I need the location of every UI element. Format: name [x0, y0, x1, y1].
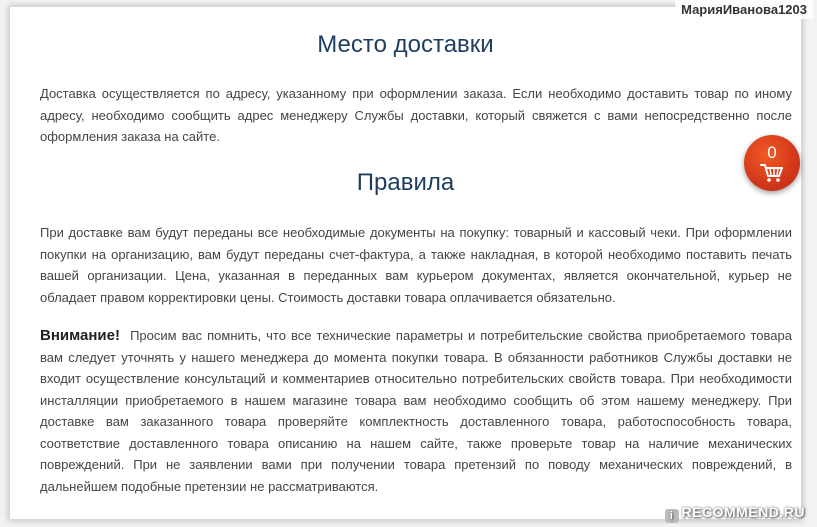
site-watermark: [665, 504, 805, 523]
warning-label: Внимание!: [40, 327, 120, 344]
rules-text: При доставке вам будут переданы все необходимые документы на покупку: товарный и кассовый чеки. При оформлении покупки на организацию, вам будут переданы счет-фактура, а также накладная, в которой необходимо поставить печать вашей организации. Цена, указанная в переданных вам курьером документах, является окончательной, курьер не обладает правом корректировки цены. Стоимость доставки товара оплачивается обязательно.: [40, 225, 792, 305]
warning-text: Просим вас помнить, что все технические параметры и потребительские свойства приобретаемого товара вам следует уточнять у нашего менеджера до момента покупки товара. В обязанности работников Службы доставки не входит осуществление консультаций и комментариев относительно потребительских свойств товара. При необходимости инсталляции приобретаемого в нашем магазине товара вам необходимо сообщить об этом нашему менеджеру. При доставке вам заказанного товара проверяйте комплектность доставленного товара, работоспособность товара, соответствие доставленного товара описанию на нашем сайте, также проверьте товар на наличие механических повреждений. При не заявлении вами при получении товара претензий по поводу механических повреждений, в дальнейшем подобные претензии не рассматриваются.: [40, 328, 792, 494]
cart-button[interactable]: [744, 135, 800, 191]
warning-paragraph: [40, 325, 792, 497]
cart-count: 0: [767, 143, 777, 162]
user-watermark: МарияИванова1203: [675, 0, 813, 19]
rules-heading: Правила: [356, 169, 455, 196]
delivery-place-text: Доставка осуществляется по адресу, указанному при оформлении заказа. Если необходимо доставить товар по иному адресу, необходимо сообщить адрес менеджеру Службы доставки, который свяжется с вами непосредственно после оформления заказа на сайте.: [40, 86, 792, 144]
content-card: [9, 6, 802, 520]
recommend-logo-icon: i: [665, 509, 679, 523]
site-watermark-text: RECOMMEND.RU: [681, 504, 805, 520]
delivery-place-heading: Место доставки: [317, 31, 494, 58]
shopping-cart-icon: [760, 163, 784, 183]
